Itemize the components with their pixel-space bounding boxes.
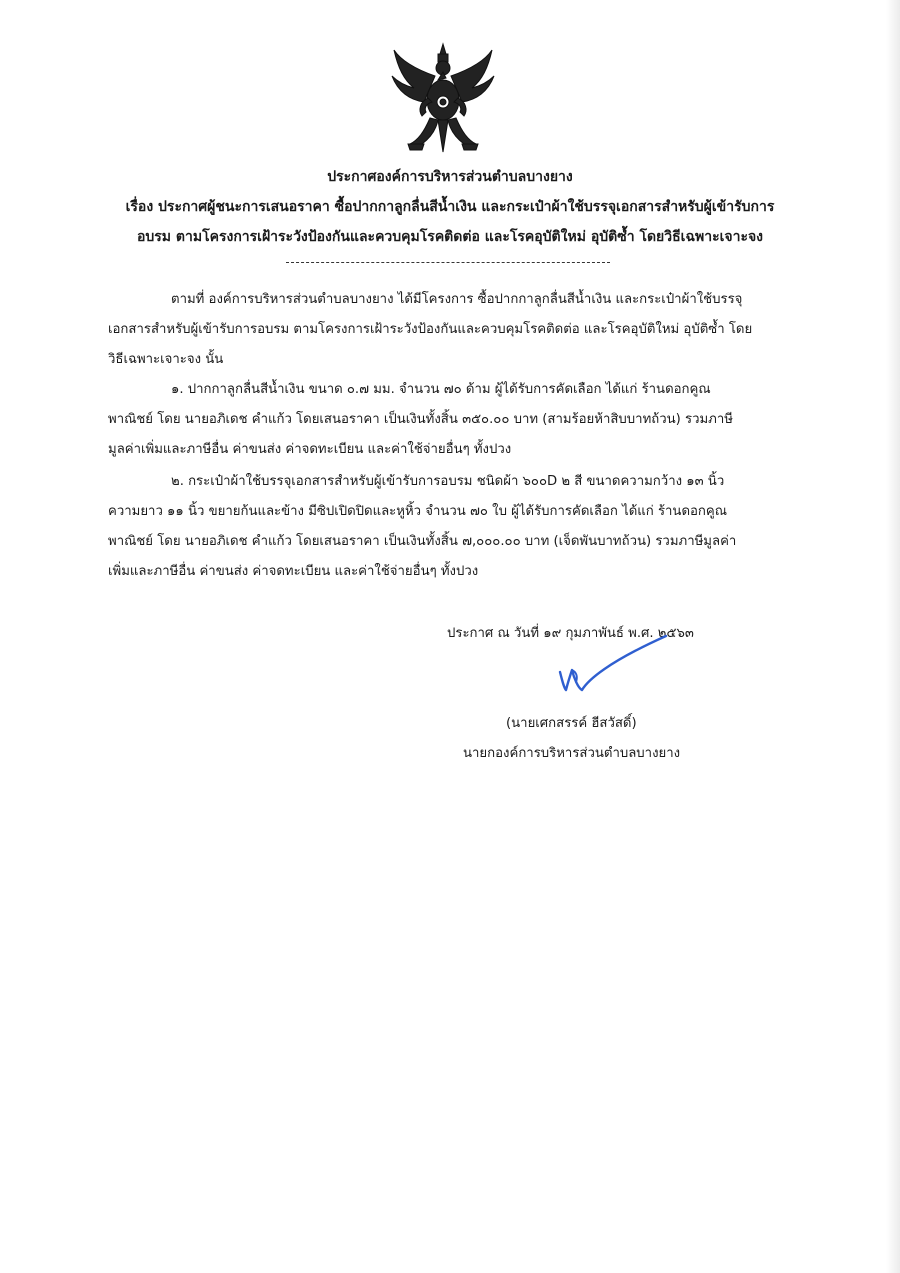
scan-edge-shadow bbox=[886, 0, 900, 1273]
announcement-title: ประกาศองค์การบริหารส่วนตำบลบางยาง bbox=[327, 169, 573, 185]
subject-line-2: อบรม ตามโครงการเฝ้าระวังป้องกันและควบคุมโรคติดต่อ และโรคอุบัติใหม่ อุบัติซ้ำ โดยวิธีเฉพาะเจาะจง bbox=[136, 229, 763, 245]
item1-line-2: พาณิชย์ โดย นายอภิเดช คำแก้ว โดยเสนอราคา เป็นเงินทั้งสิ้น ๓๕๐.๐๐ บาท (สามร้อยห้าสิบบาทถ้วน) รวมภาษี bbox=[108, 412, 733, 427]
intro-line-2: เอกสารสำหรับผู้เข้ารับการอบรม ตามโครงการเฝ้าระวังป้องกันและควบคุมโรคติดต่อ และโรคอุบัติใหม่ อุบัติซ้ำ โดย bbox=[108, 322, 753, 337]
subject-line-1: เรื่อง ประกาศผู้ชนะการเสนอราคา ซื้อปากกาลูกลื่นสีน้ำเงิน และกระเป๋าผ้าใช้บรรจุเอกสารสำหรับผู้เข้ารับการ bbox=[125, 199, 775, 215]
signatory-position: นายกองค์การบริหารส่วนตำบลบางยาง bbox=[463, 746, 681, 761]
item1-line-1: ๑. ปากกาลูกลื่นสีน้ำเงิน ขนาด ๐.๗ มม. จำนวน ๗๐ ด้าม ผู้ได้รับการคัดเลือก ได้แก่ ร้านดอกคูณ bbox=[171, 382, 711, 397]
announcement-date: ประกาศ ณ วันที่ ๑๙ กุมภาพันธ์ พ.ศ. ๒๕๖๓ bbox=[447, 626, 694, 641]
handwritten-signature bbox=[548, 632, 678, 702]
signatory-name: (นายเศกสรรค์ ฮีสวัสดิ์) bbox=[506, 716, 637, 731]
garuda-emblem-icon bbox=[388, 40, 498, 160]
intro-line-1: ตามที่ องค์การบริหารส่วนตำบลบางยาง ได้มีโครงการ ซื้อปากกาลูกลื่นสีน้ำเงิน และกระเป๋าผ้าใช้บรรจุ bbox=[171, 292, 743, 307]
item2-line-1: ๒. กระเป๋าผ้าใช้บรรจุเอกสารสำหรับผู้เข้ารับการอบรม ชนิดผ้า ๖๐๐D ๒ สี ขนาดความกว้าง ๑๓ นิ้ว bbox=[171, 474, 725, 489]
item2-line-4: เพิ่มและภาษีอื่น ค่าขนส่ง ค่าจดทะเบียน และค่าใช้จ่ายอื่นๆ ทั้งปวง bbox=[108, 564, 479, 579]
item1-line-3: มูลค่าเพิ่มและภาษีอื่น ค่าขนส่ง ค่าจดทะเบียน และค่าใช้จ่ายอื่นๆ ทั้งปวง bbox=[108, 442, 512, 457]
item2-line-2: ความยาว ๑๑ นิ้ว ขยายก้นและข้าง มีซิปเปิดปิดและหูหิ้ว จำนวน ๗๐ ใบ ผู้ได้รับการคัดเลือก ได้แก่ ร้านดอกคูณ bbox=[108, 504, 727, 519]
item2-line-3: พาณิชย์ โดย นายอภิเดช คำแก้ว โดยเสนอราคา เป็นเงินทั้งสิ้น ๗,๐๐๐.๐๐ บาท (เจ็ดพันบาทถ้วน) รวมภาษีมูลค่า bbox=[108, 534, 737, 549]
intro-line-3: วิธีเฉพาะเจาะจง นั้น bbox=[108, 352, 224, 367]
title-divider bbox=[286, 262, 610, 263]
